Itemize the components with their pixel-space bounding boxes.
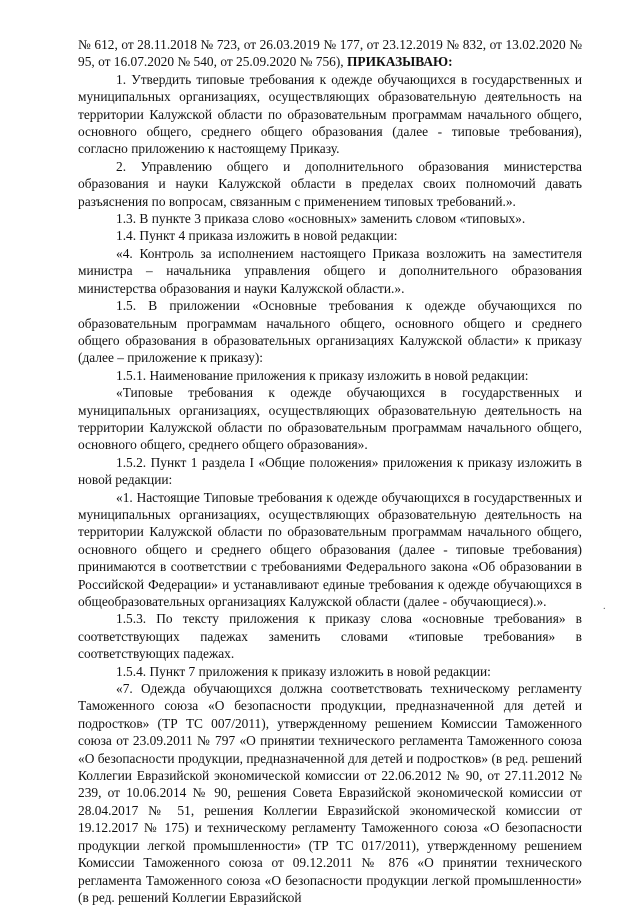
paragraph-2: 2. Управлению общего и дополнительного образования министерства образования и науки Калужской области в пределах своих полномочий давать разъяснения по вопросам, связанным с применением типовых требований.».: [78, 158, 582, 209]
paragraph-title-quote: «Типовые требования к одежде обучающихся в государственных и муниципальных организациях, осуществляющих образовательную деятельность на территории Калужской области по образовательным программам начального общего, основного общего, среднего общего образования».: [78, 385, 582, 453]
paragraph-1-5-2: 1.5.2. Пункт 1 раздела I «Общие положения» приложения к приказу изложить в новой редакции:: [78, 454, 582, 488]
paragraph-point-7: «7. Одежда обучающихся должна соответствовать техническому регламенту Таможенного союза «О безопасности продукции, предназначенной для детей и подростков» (ТР ТС 007/2011), утвержденному решением Комиссии Таможенного союза от 23.09.2011 № 797 «О принятии технического регламента Таможенного союза «О безопасности продукции, предназначенной для детей и подростков» (в ред. решений Коллегии Евразийской экономической комиссии от 22.06.2012 № 90, от 27.11.2012 № 239, от 10.06.2014 № 90, решения Совета Евразийской экономической комиссии от 28.04.2017 № 51, решения Коллегии Евразийской экономической комиссии от 19.12.2017 № 175) и техническому регламенту Таможенного союза «О безопасности продукции легкой промышленности» (ТР ТС 017/2011), утвержденному решением Комиссии Таможенного союза от 09.12.2011 № 876 «О принятии технического регламента Таможенного союза «О безопасности продукции легкой промышленности» (в ред. решений Коллегии Евразийской: [78, 681, 582, 905]
paragraph-1-3: 1.3. В пункте 3 приказа слово «основных» заменить словом «типовых».: [116, 211, 526, 227]
paragraph-1-5-1: 1.5.1. Наименование приложения к приказу изложить в новой редакции:: [116, 367, 529, 383]
paragraph-1-4: 1.4. Пункт 4 приказа изложить в новой редакции:: [116, 228, 398, 244]
paragraph-point-4: «4. Контроль за исполнением настоящего Приказа возложить на заместителя министра – начальника управления общего и дополнительного образования министерства образования и науки Калужской области.».: [78, 245, 582, 296]
paragraph-1-5-3: 1.5.3. По тексту приложения к приказу слова «основные требования» в соответствующих падежах заменить словами «типовые требования» в соответствующих падежах.: [78, 611, 582, 662]
paragraph-1-5: 1.5. В приложении «Основные требования к одежде обучающихся по образовательным программам начального общего, основного общего и среднего общего образования в образовательных организациях Калужской области» к приказу (далее – приложение к приказу):: [78, 298, 582, 366]
order-keyword: ПРИКАЗЫВАЮ:: [347, 54, 453, 70]
scan-artifact-mark: ·: [602, 604, 606, 615]
paragraph-point-1: «1. Настоящие Типовые требования к одежде обучающихся в государственных и муниципальных организациях, осуществляющих образовательную деятельность на территории Калужской области по образовательным программам начального общего, основного общего и среднего общего образования (далее - типовые требования) принимаются в соответствии с требованиями Федерального закона «Об образовании в Российской Федерации» и устанавливают единые требования к одежде обучающихся в общеобразовательных организациях Калужской области (далее - обучающиеся).».: [78, 489, 582, 609]
paragraph-intro: [78, 36, 582, 71]
paragraph-intro-text: № 612, от 28.11.2018 № 723, от 26.03.2019 № 177, от 23.12.2019 № 832, от 13.02.2020 № 95, от 16.07.2020 № 540, от 25.09.2020 № 756),: [78, 37, 582, 70]
paragraph-1-5-4: 1.5.4. Пункт 7 приложения к приказу изложить в новой редакции:: [116, 663, 491, 679]
paragraph-1: 1. Утвердить типовые требования к одежде обучающихся в государственных и муниципальных организациях, осуществляющих образовательную деятельность на территории Калужской области по образовательным программам начального общего, основного общего, среднего общего образования (далее - типовые требования), согласно приложению к настоящему Приказу.: [78, 71, 582, 157]
